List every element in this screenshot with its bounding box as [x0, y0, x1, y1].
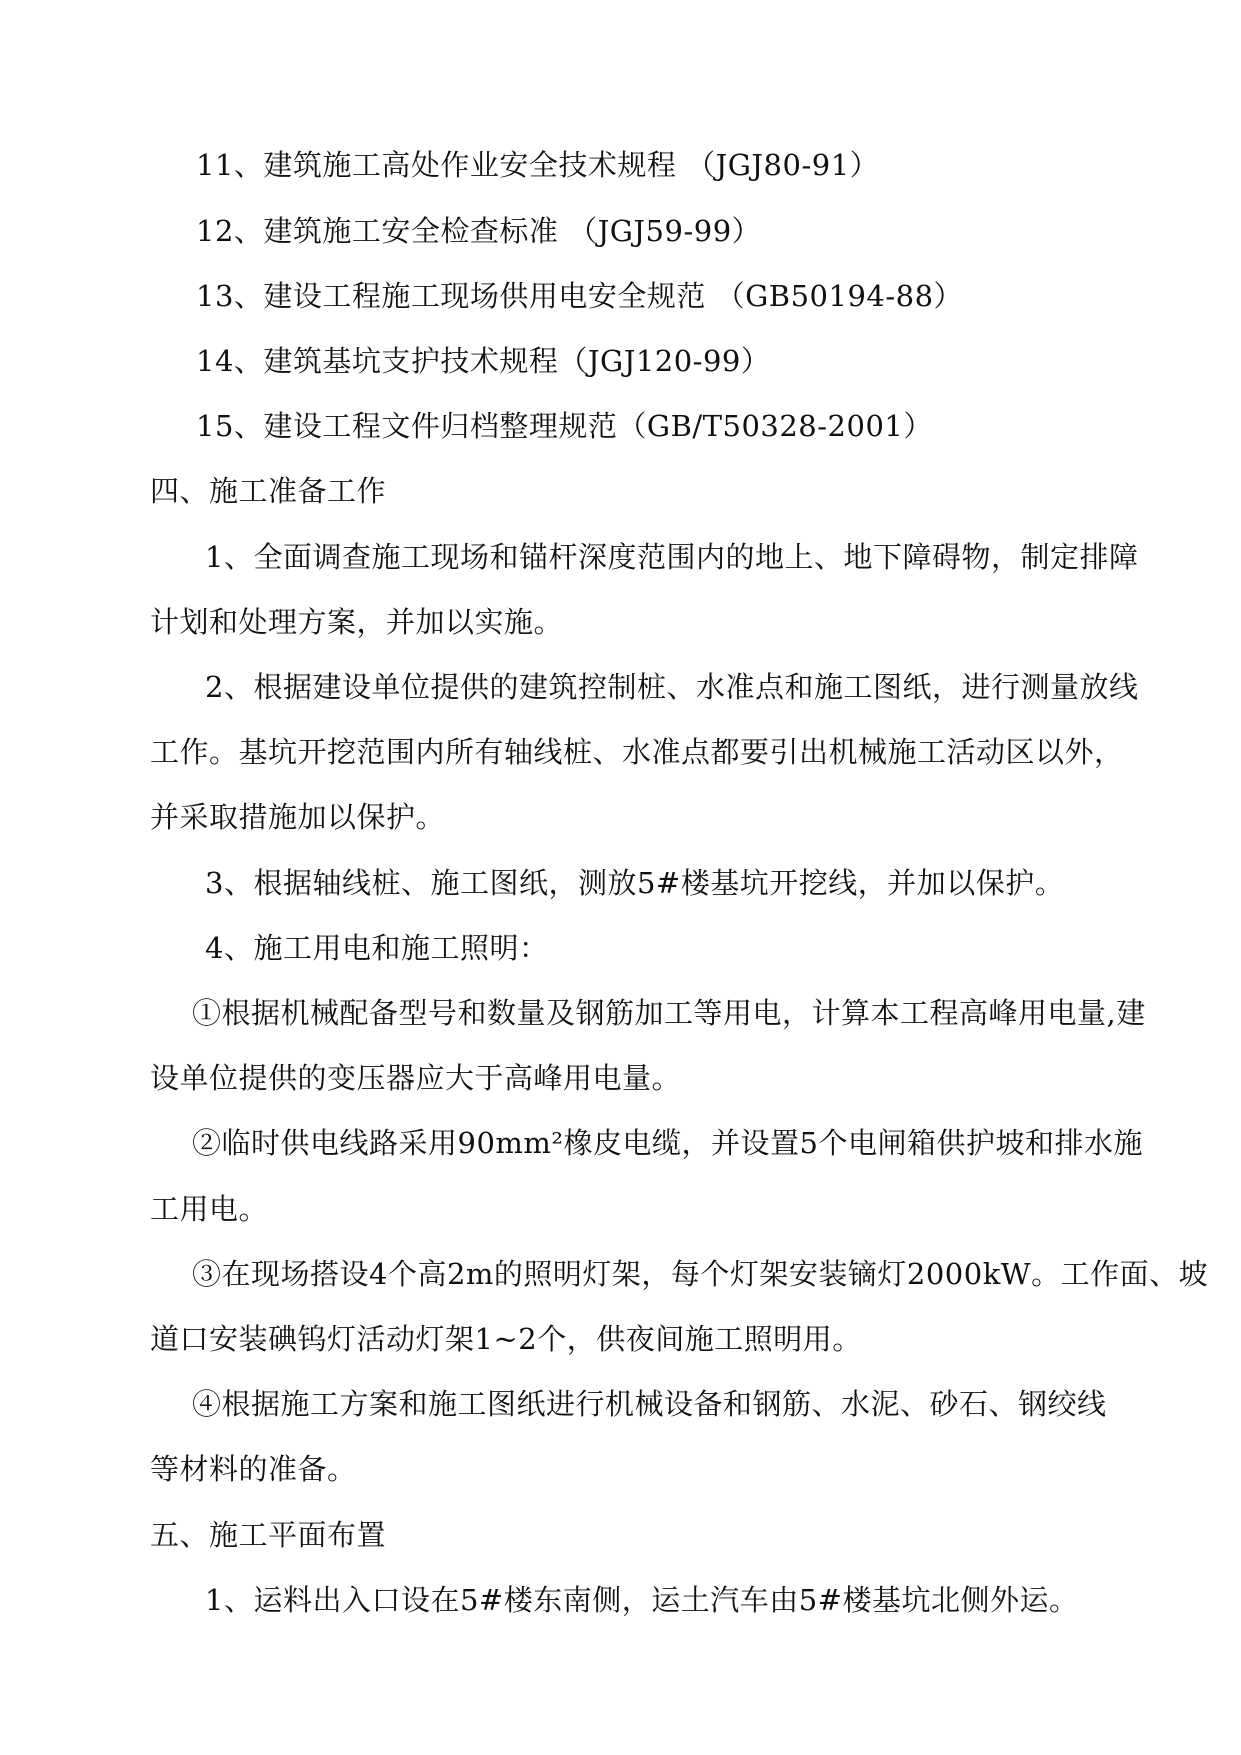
paragraph-line: 1、全面调查施工现场和锚杆深度范围内的地上、地下障碍物，制定排障 — [205, 540, 1139, 574]
paragraph-line: ①根据机械配备型号和数量及钢筋加工等用电，计算本工程高峰用电量,建 — [192, 996, 1146, 1030]
paragraph-line: 4、施工用电和施工照明： — [205, 931, 549, 965]
paragraph-line: 工用电。 — [150, 1192, 269, 1226]
standard-item-11: 11、建筑施工高处作业安全技术规程 （JGJ80-91） — [196, 148, 880, 182]
paragraph-line: 1、运料出入口设在5#楼东南侧，运土汽车由5#楼基坑北侧外运。 — [205, 1583, 1079, 1617]
standard-item-15: 15、建设工程文件归档整理规范（GB/T50328-2001） — [196, 409, 933, 443]
paragraph-line: ④根据施工方案和施工图纸进行机械设备和钢筋、水泥、砂石、钢绞线 — [192, 1387, 1107, 1421]
paragraph-line: 道口安装碘钨灯活动灯架1~2个，供夜间施工照明用。 — [150, 1322, 862, 1356]
paragraph-line: 等材料的准备。 — [150, 1452, 357, 1486]
section-heading-layout: 五、施工平面布置 — [150, 1518, 387, 1552]
paragraph-line: ③在现场搭设4个高2m的照明灯架，每个灯架安装镝灯2000kW。工作面、坡 — [192, 1257, 1209, 1291]
paragraph-line: 计划和处理方案，并加以实施。 — [150, 605, 564, 639]
paragraph-line: 工作。基坑开挖范围内所有轴线桩、水准点都要引出机械施工活动区以外， — [150, 735, 1124, 769]
standard-item-14: 14、建筑基坑支护技术规程（JGJ120-99） — [196, 344, 771, 378]
paragraph-line: ②临时供电线路采用90mm²橡皮电缆，并设置5个电闸箱供护坡和排水施 — [192, 1126, 1143, 1160]
paragraph-line: 3、根据轴线桩、施工图纸，测放5#楼基坑开挖线，并加以保护。 — [205, 866, 1065, 900]
section-heading-prep: 四、施工准备工作 — [150, 474, 387, 508]
paragraph-line: 设单位提供的变压器应大于高峰用电量。 — [150, 1061, 682, 1095]
paragraph-line: 2、根据建设单位提供的建筑控制桩、水准点和施工图纸，进行测量放线 — [205, 670, 1139, 704]
paragraph-line: 并采取措施加以保护。 — [150, 800, 446, 834]
standard-item-12: 12、建筑施工安全检查标准 （JGJ59-99） — [196, 214, 762, 248]
standard-item-13: 13、建设工程施工现场供用电安全规范 （GB50194-88） — [196, 279, 964, 313]
